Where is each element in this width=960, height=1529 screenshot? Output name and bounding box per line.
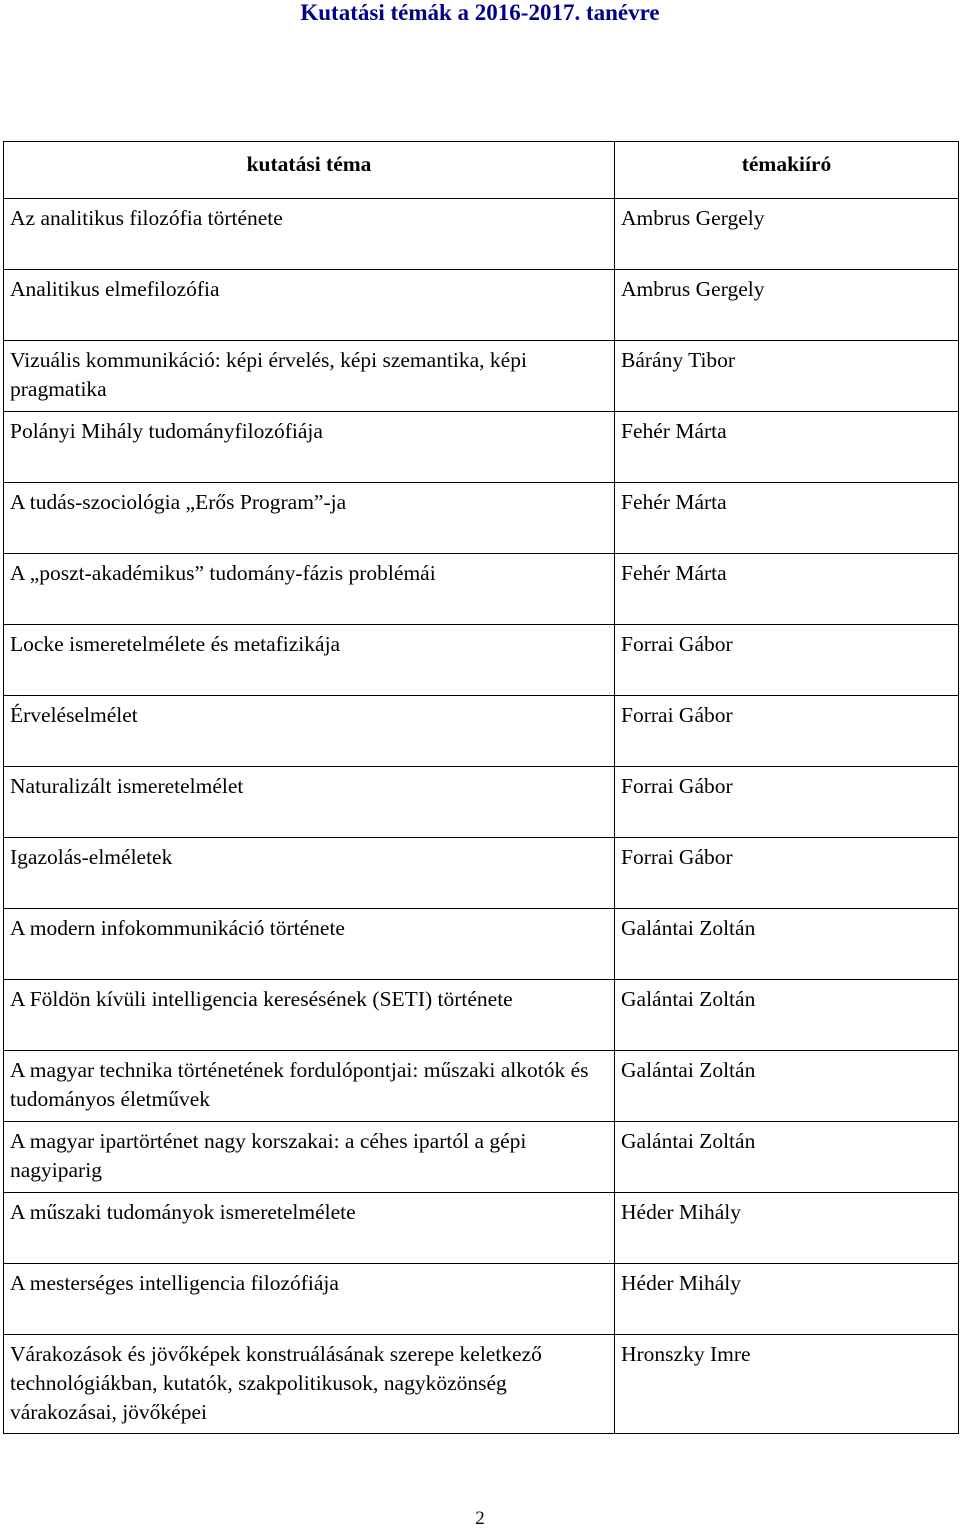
author-cell: Forrai Gábor: [615, 838, 959, 909]
table-row: [4, 838, 959, 909]
topic-cell: A műszaki tudományok ismeretelmélete: [4, 1193, 615, 1264]
author-cell: Ambrus Gergely: [615, 199, 959, 270]
topic-cell: A „poszt-akadémikus” tudomány-fázis problémái: [4, 554, 615, 625]
topic-cell: Várakozások és jövőképek konstruálásának szerepe keletkező technológiákban, kutatók, szakpolitikusok, nagyközönség várakozásai, jövőképei: [4, 1335, 615, 1434]
author-cell: Bárány Tibor: [615, 341, 959, 412]
table-row: [4, 412, 959, 483]
table-row: [4, 199, 959, 270]
topic-cell: Vizuális kommunikáció: képi érvelés, képi szemantika, képi pragmatika: [4, 341, 615, 412]
topic-cell: A mesterséges intelligencia filozófiája: [4, 1264, 615, 1335]
topic-cell: A modern infokommunikáció története: [4, 909, 615, 980]
author-cell: Galántai Zoltán: [615, 980, 959, 1051]
author-cell: Fehér Márta: [615, 412, 959, 483]
author-cell: Forrai Gábor: [615, 696, 959, 767]
table-row: [4, 625, 959, 696]
author-cell: Ambrus Gergely: [615, 270, 959, 341]
table-row: [4, 980, 959, 1051]
topic-cell: Polányi Mihály tudományfilozófiája: [4, 412, 615, 483]
author-cell: Fehér Márta: [615, 554, 959, 625]
table-row: [4, 483, 959, 554]
author-cell: Galántai Zoltán: [615, 909, 959, 980]
table-row: [4, 270, 959, 341]
table-row: [4, 1122, 959, 1193]
topic-cell: Analitikus elmefilozófia: [4, 270, 615, 341]
table-row: [4, 767, 959, 838]
author-cell: Hronszky Imre: [615, 1335, 959, 1434]
topic-cell: A tudás-szociológia „Erős Program”-ja: [4, 483, 615, 554]
author-cell: Fehér Márta: [615, 483, 959, 554]
author-cell: Galántai Zoltán: [615, 1051, 959, 1122]
author-cell: Forrai Gábor: [615, 625, 959, 696]
table-header-row: [4, 142, 959, 199]
column-header-topic: kutatási téma: [4, 142, 615, 199]
table-row: [4, 1051, 959, 1122]
topic-cell: A magyar ipartörténet nagy korszakai: a céhes ipartól a gépi nagyiparig: [4, 1122, 615, 1193]
table-row: [4, 909, 959, 980]
table-row: [4, 1264, 959, 1335]
topic-cell: Igazolás-elméletek: [4, 838, 615, 909]
topic-cell: Érveléselmélet: [4, 696, 615, 767]
author-cell: Héder Mihály: [615, 1264, 959, 1335]
topic-cell: Az analitikus filozófia története: [4, 199, 615, 270]
topic-cell: A magyar technika történetének fordulópontjai: műszaki alkotók és tudományos életművek: [4, 1051, 615, 1122]
author-cell: Galántai Zoltán: [615, 1122, 959, 1193]
topic-cell: A Földön kívüli intelligencia keresésének (SETI) története: [4, 980, 615, 1051]
author-cell: Héder Mihály: [615, 1193, 959, 1264]
research-topics-table: [3, 141, 959, 1434]
topic-cell: Locke ismeretelmélete és metafizikája: [4, 625, 615, 696]
table-row: [4, 696, 959, 767]
page-number: 2: [475, 1508, 485, 1529]
table-row: [4, 1335, 959, 1434]
table-row: [4, 341, 959, 412]
table-row: [4, 1193, 959, 1264]
topic-cell: Naturalizált ismeretelmélet: [4, 767, 615, 838]
author-cell: Forrai Gábor: [615, 767, 959, 838]
page-title: Kutatási témák a 2016-2017. tanévre: [300, 0, 660, 25]
column-header-author: témakiíró: [615, 142, 959, 199]
table-row: [4, 554, 959, 625]
